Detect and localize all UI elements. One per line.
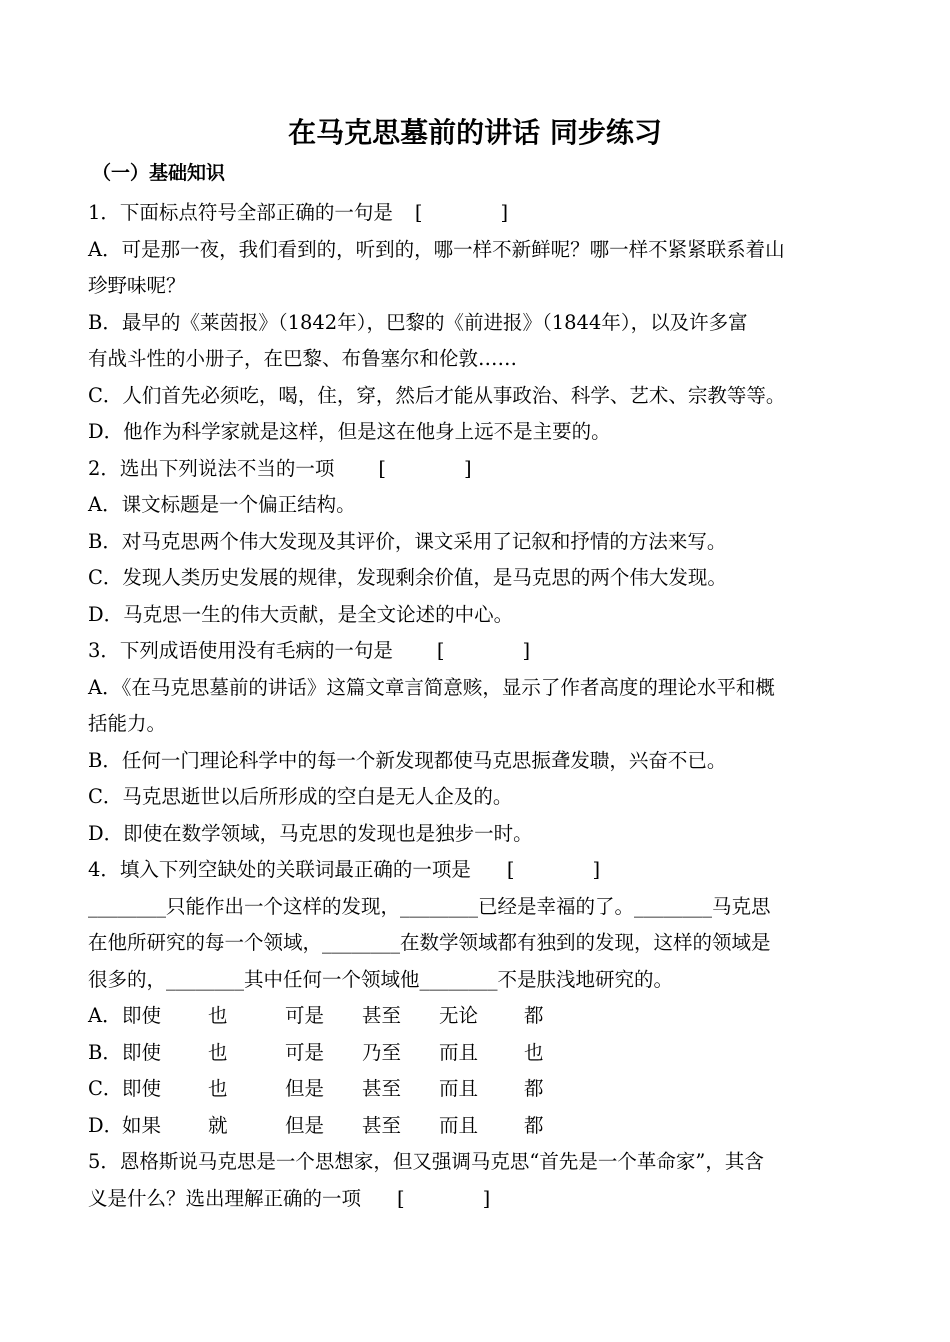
- option-row-c: [88, 1071, 866, 1108]
- option-word: 可是: [285, 1040, 325, 1064]
- option-word: 可是: [285, 1004, 325, 1027]
- fill-blank-line: 在他所研究的每一个领域，________在数学领域都有独到的发现，这样的领域是: [88, 931, 771, 954]
- option-word: 都: [524, 1077, 544, 1100]
- option-line: A．课文标题是一个偏正结构。: [88, 493, 356, 516]
- question-5-cont: [88, 1181, 866, 1218]
- option-word: 就: [208, 1113, 228, 1137]
- section-heading: （一）基础知识: [92, 162, 226, 184]
- option-line: C．马克思逝世以后所形成的空白是无人企及的。: [88, 785, 513, 808]
- option-word: 也: [208, 1004, 228, 1027]
- fill-blank-line: 很多的，________其中任何一个领域他________不是肤浅地研究的。: [88, 967, 674, 991]
- option-word: 乃至: [362, 1040, 402, 1064]
- option-line: C．发现人类历史发展的规律，发现剩余价值，是马克思的两个伟大发现。: [88, 566, 727, 589]
- option-word: 即使: [122, 1040, 162, 1064]
- option-line: 珍野味呢？: [88, 274, 186, 297]
- question-2: [88, 451, 866, 488]
- page-title: 在马克思墓前的讲话 同步练习: [288, 116, 662, 149]
- option-word: 而且: [439, 1040, 479, 1064]
- option-letter: D．: [88, 1113, 124, 1137]
- option-line: D．马克思一生的伟大贡献，是全文论述的中心。: [88, 602, 514, 626]
- option-line: A．可是那一夜，我们看到的，听到的，哪一样不新鲜呢？哪一样不紧紧联系着山: [88, 237, 785, 261]
- option-word: 而且: [439, 1077, 479, 1100]
- option-word: 即使: [122, 1004, 162, 1027]
- option-word: 也: [524, 1040, 544, 1064]
- option-word: 甚至: [362, 1077, 402, 1100]
- option-word: 都: [524, 1004, 544, 1027]
- answer-bracket: [ ]: [397, 1186, 491, 1210]
- question-text: 2．选出下列说法不当的一项: [88, 456, 335, 480]
- option-line: 括能力。: [88, 712, 167, 735]
- option-line: 有战斗性的小册子，在巴黎、布鲁塞尔和伦敦……: [88, 347, 518, 370]
- question-text: 4．填入下列空缺处的关联词最正确的一项是: [88, 858, 471, 881]
- answer-bracket: [ ]: [378, 456, 472, 480]
- answer-bracket: [ ]: [414, 201, 509, 224]
- question-1: [88, 195, 866, 232]
- option-word: 而且: [439, 1113, 479, 1137]
- option-word: 但是: [285, 1077, 325, 1100]
- question-4: [88, 852, 866, 889]
- option-line: D．即使在数学领域，马克思的发现也是独步一时。: [88, 821, 533, 845]
- option-row-d: [88, 1108, 866, 1145]
- option-word: 但是: [285, 1113, 325, 1137]
- answer-bracket: [ ]: [506, 858, 601, 881]
- option-row-a: [88, 998, 866, 1035]
- option-word: 也: [208, 1040, 228, 1064]
- document-body: [88, 195, 866, 1217]
- option-line: B．最早的《莱茵报》（1842年），巴黎的《前进报》（1844年），以及许多富: [88, 310, 748, 334]
- question-3: [88, 633, 866, 670]
- question-5: 5．恩格斯说马克思是一个思想家，但又强调马克思“首先是一个革命家”，其含: [88, 1150, 764, 1173]
- option-line: B．任何一门理论科学中的每一个新发现都使马克思振聋发聩，兴奋不已。: [88, 748, 727, 772]
- option-row-b: [88, 1035, 866, 1072]
- question-text: 3．下列成语使用没有毛病的一句是: [88, 639, 393, 662]
- option-line: C．人们首先必须吃，喝，住，穿，然后才能从事政治、科学、艺术、宗教等等。: [88, 383, 786, 407]
- question-text: 1．下面标点符号全部正确的一句是: [88, 201, 393, 224]
- option-word: 即使: [122, 1077, 162, 1100]
- option-line: D．他作为科学家就是这样，但是这在他身上远不是主要的。: [88, 420, 611, 443]
- question-text: 义是什么？选出理解正确的一项: [88, 1186, 362, 1210]
- option-word: 也: [208, 1077, 228, 1100]
- option-word: 无论: [439, 1004, 479, 1027]
- answer-bracket: [ ]: [436, 639, 531, 662]
- option-word: 如果: [122, 1113, 162, 1137]
- option-word: 都: [524, 1113, 544, 1137]
- option-letter: C．: [88, 1077, 123, 1100]
- option-word: 甚至: [362, 1113, 402, 1137]
- option-word: 甚至: [362, 1004, 402, 1027]
- option-letter: A．: [88, 1004, 122, 1027]
- option-letter: B．: [88, 1040, 122, 1064]
- option-line: B．对马克思两个伟大发现及其评价，课文采用了记叙和抒情的方法来写。: [88, 529, 727, 553]
- option-line: A．《在马克思墓前的讲话》这篇文章言简意赅，显示了作者高度的理论水平和概: [88, 675, 775, 699]
- fill-blank-line: ________只能作出一个这样的发现，________已经是幸福的了。________马克思: [88, 894, 771, 918]
